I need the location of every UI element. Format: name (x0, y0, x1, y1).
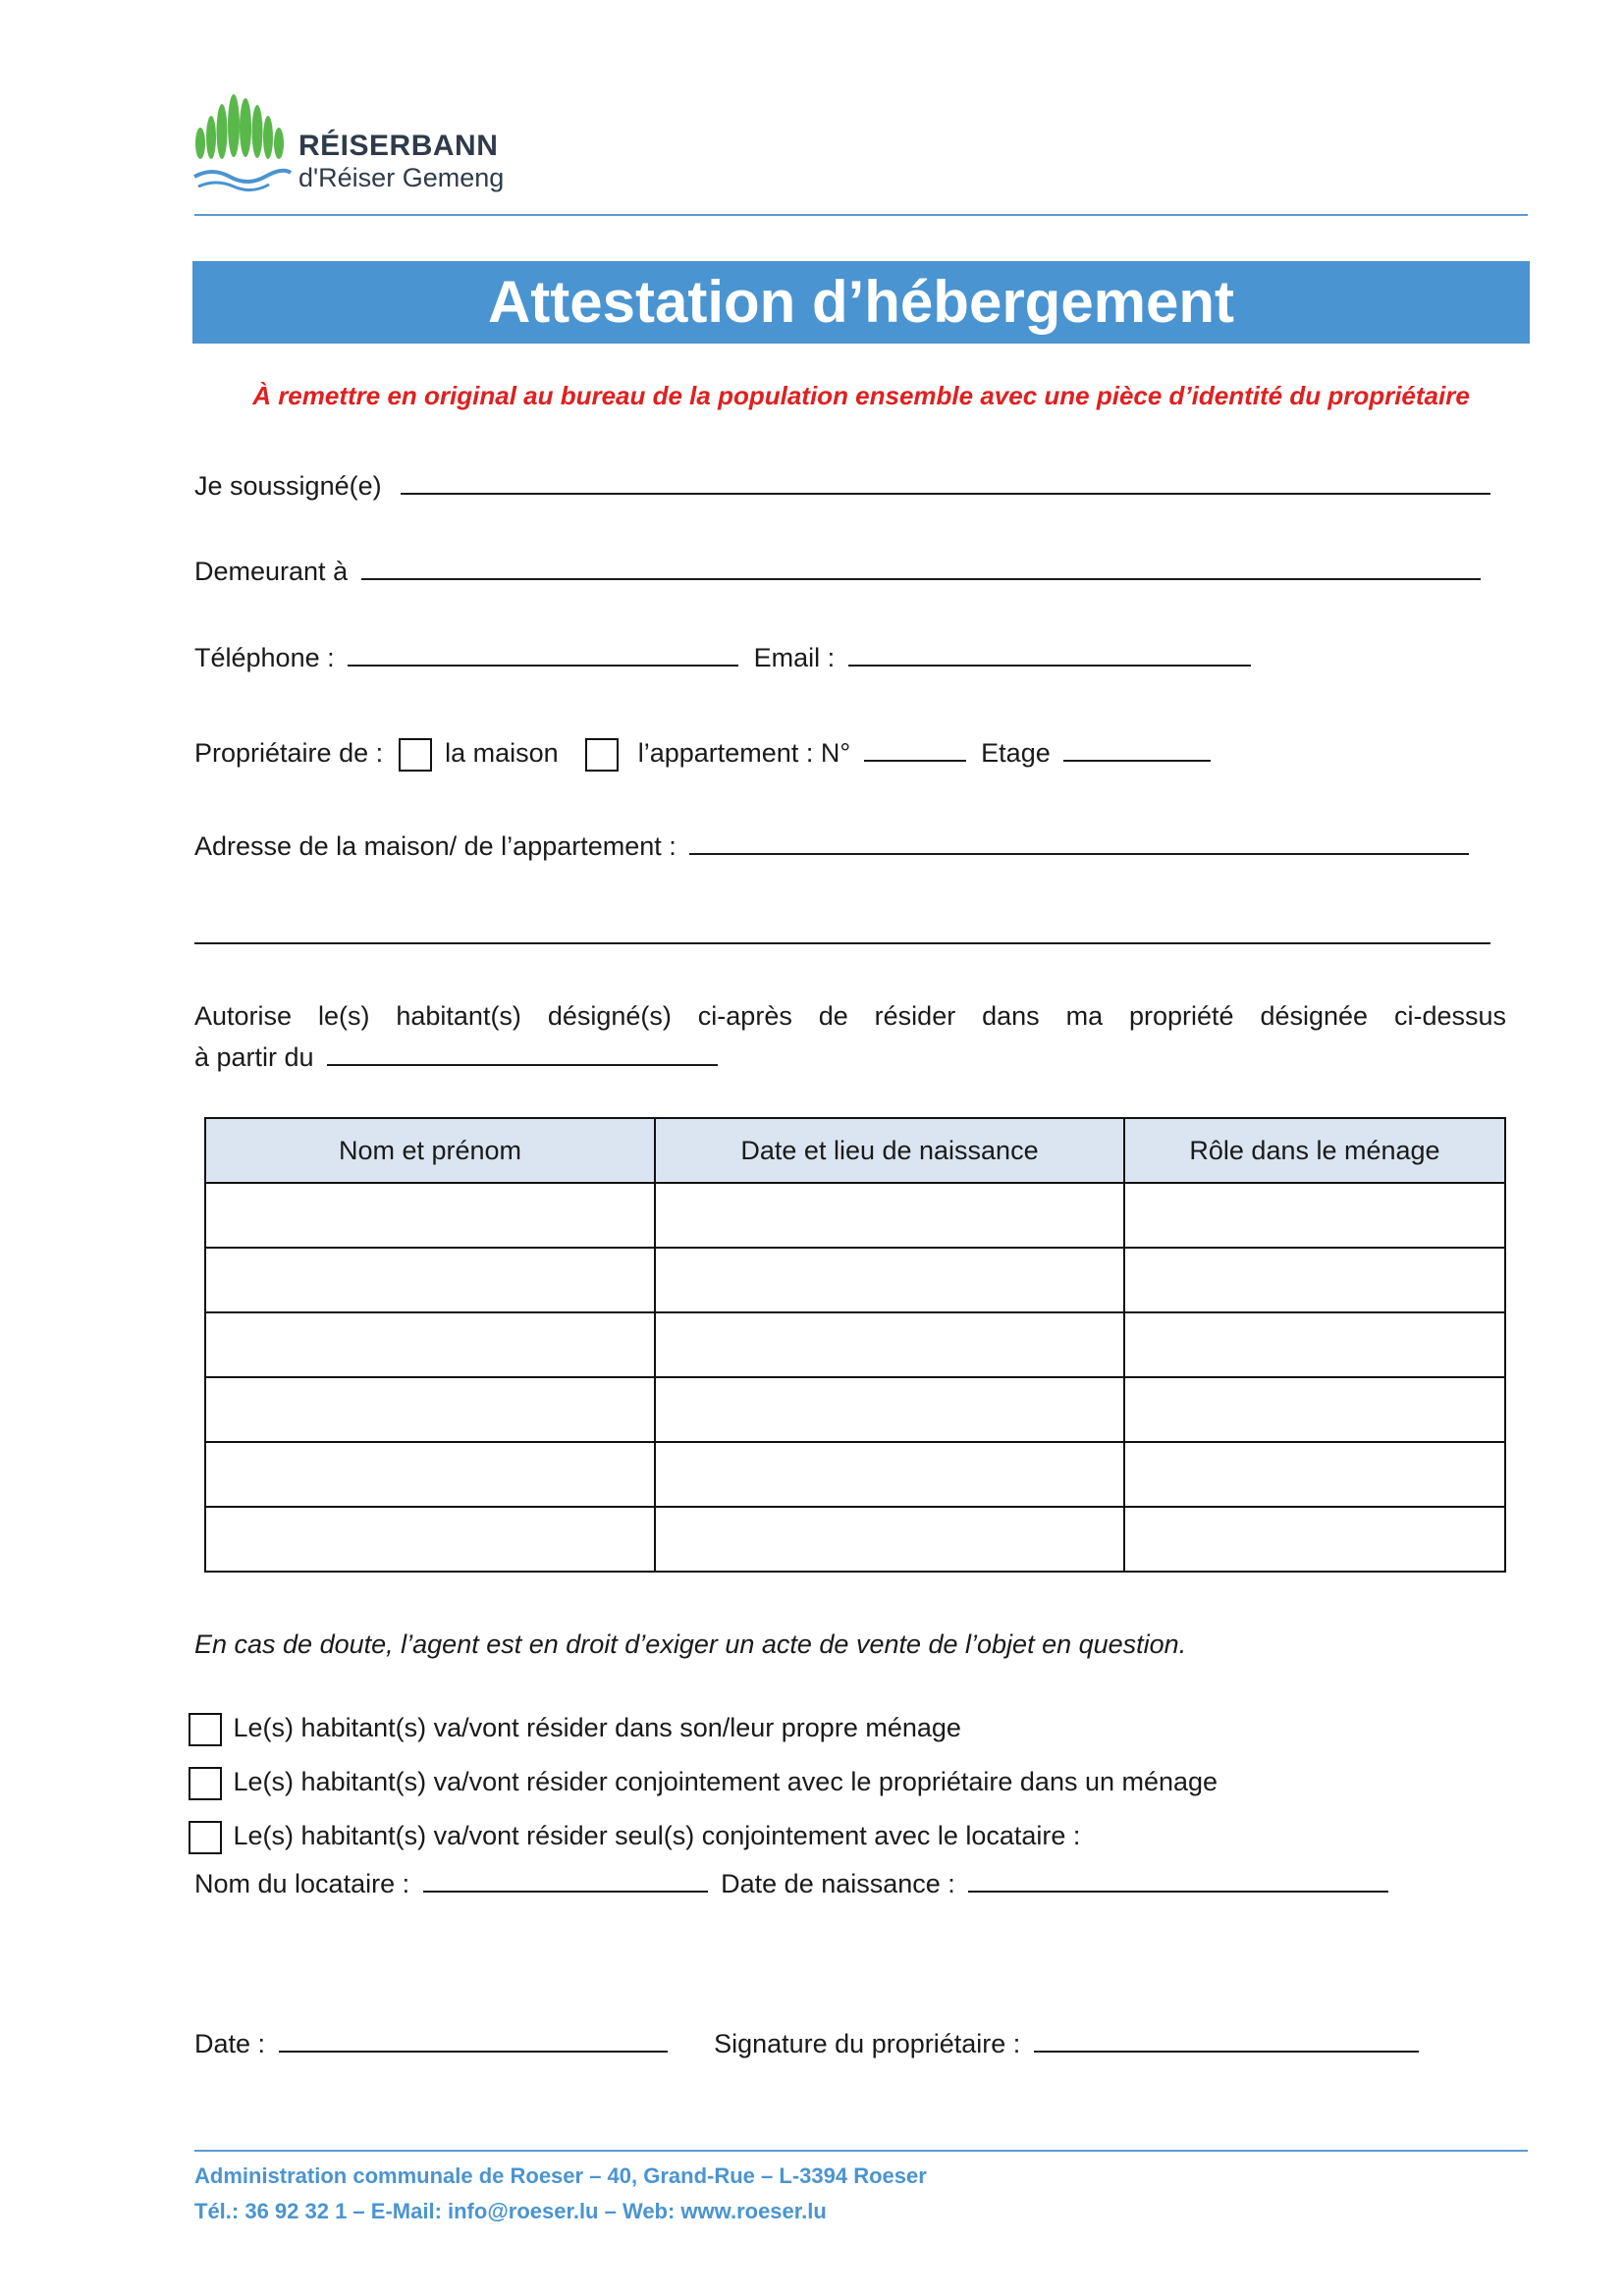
logo (192, 94, 516, 202)
etage-field[interactable] (1063, 734, 1211, 762)
signature-field[interactable] (1034, 2025, 1419, 2053)
table-cell[interactable] (655, 1377, 1124, 1442)
adresse-row (194, 828, 1469, 862)
table-cell[interactable] (655, 1507, 1124, 1572)
page-title: Attestation d’hébergement (192, 261, 1530, 344)
option-2-label: Le(s) habitant(s) va/vont résider conjointement avec le propriétaire dans un ménage (233, 1767, 1218, 1797)
table-cell[interactable] (655, 1248, 1124, 1312)
demeurant-field[interactable] (361, 553, 1481, 580)
proprietaire-label: Propriétaire de : (194, 738, 384, 768)
soussigne-field[interactable] (401, 467, 1490, 495)
email-field[interactable] (848, 639, 1251, 667)
proprietaire-row (194, 734, 1211, 772)
table-row (205, 1442, 1505, 1507)
table-cell[interactable] (205, 1183, 655, 1248)
doubt-note: En cas de doute, l’agent est en droit d’exiger un acte de vente de l’objet en question. (194, 1629, 1187, 1659)
footer-address: Administration communale de Roeser – 40, Grand-Rue – L-3394 Roeser (194, 2163, 927, 2188)
table-cell[interactable] (205, 1312, 655, 1377)
trees-logo-icon (192, 94, 295, 192)
appartement-number-field[interactable] (864, 734, 966, 762)
notice-text: À remettre en original au bureau de la population ensemble avec une pièce d’identité du propriétaire (252, 381, 1470, 410)
start-date-field[interactable] (327, 1039, 718, 1066)
telephone-field[interactable] (348, 639, 738, 667)
adresse-field-line2[interactable] (194, 942, 1490, 944)
table-cell[interactable] (205, 1442, 655, 1507)
appartement-checkbox[interactable] (585, 738, 619, 772)
date-label: Date : (194, 2029, 266, 2058)
header-nom: Nom et prénom (205, 1118, 655, 1183)
table-cell[interactable] (1124, 1312, 1505, 1377)
logo-subtitle: d'Réiser Gemeng (298, 163, 505, 192)
table-row (205, 1507, 1505, 1572)
option-2 (189, 1767, 1218, 1800)
demeurant-label: Demeurant à (194, 557, 349, 586)
table-row (205, 1377, 1505, 1442)
header-role: Rôle dans le ménage (1124, 1118, 1505, 1183)
table-cell[interactable] (655, 1442, 1124, 1507)
email-label: Email : (753, 643, 836, 672)
logo-name: RÉISERBANN (298, 130, 499, 162)
table-cell[interactable] (655, 1183, 1124, 1248)
option-3-checkbox[interactable] (189, 1821, 222, 1854)
footer-divider (194, 2150, 1528, 2152)
option-1-label: Le(s) habitant(s) va/vont résider dans son/leur propre ménage (233, 1713, 961, 1743)
option-1 (189, 1713, 961, 1746)
maison-label: la maison (445, 738, 559, 768)
table-cell[interactable] (1124, 1183, 1505, 1248)
table-row (205, 1183, 1505, 1248)
footer-contact: Tél.: 36 92 32 1 – E-Mail: info@roeser.lu – Web: www.roeser.lu (194, 2199, 827, 2223)
option-3-label: Le(s) habitant(s) va/vont résider seul(s) conjointement avec le locataire : (233, 1821, 1081, 1851)
table-cell[interactable] (205, 1248, 655, 1312)
adresse-label: Adresse de la maison/ de l’appartement : (194, 831, 677, 861)
signature-row (194, 2025, 1419, 2059)
contact-row (194, 639, 1251, 673)
locataire-birth-label: Date de naissance : (721, 1869, 955, 1898)
locataire-row (194, 1865, 1388, 1899)
option-2-checkbox[interactable] (189, 1767, 222, 1800)
option-3 (189, 1821, 1080, 1854)
autorise-line1: Autorise le(s) habitant(s) désigné(s) ci-après de résider dans ma propriété désignée ci-dessus (194, 1001, 1506, 1031)
table-cell[interactable] (1124, 1248, 1505, 1312)
maison-checkbox[interactable] (399, 738, 432, 772)
autorise-line2: à partir du (194, 1042, 314, 1072)
locataire-birth-field[interactable] (968, 1865, 1388, 1893)
table-cell[interactable] (205, 1507, 655, 1572)
signature-label: Signature du propriétaire : (714, 2029, 1021, 2058)
locataire-name-field[interactable] (423, 1865, 708, 1893)
header-naissance: Date et lieu de naissance (655, 1118, 1124, 1183)
table-cell[interactable] (655, 1312, 1124, 1377)
etage-label: Etage (981, 738, 1051, 768)
demeurant-row (194, 553, 1481, 587)
table-row (205, 1248, 1505, 1312)
table-cell[interactable] (1124, 1507, 1505, 1572)
table-cell[interactable] (1124, 1442, 1505, 1507)
soussigne-row (194, 467, 1490, 502)
option-1-checkbox[interactable] (189, 1713, 222, 1746)
table-header-row (205, 1118, 1505, 1183)
table-cell[interactable] (205, 1377, 655, 1442)
header-divider (194, 214, 1528, 216)
residents-table (204, 1117, 1506, 1573)
appartement-label: l’appartement : N° (637, 738, 851, 768)
adresse-field[interactable] (689, 828, 1469, 855)
table-cell[interactable] (1124, 1377, 1505, 1442)
telephone-label: Téléphone : (194, 643, 335, 672)
soussigne-label: Je soussigné(e) (194, 471, 382, 501)
autorise-row2 (194, 1039, 718, 1073)
date-field[interactable] (279, 2025, 668, 2053)
locataire-name-label: Nom du locataire : (194, 1869, 410, 1898)
table-row (205, 1312, 1505, 1377)
